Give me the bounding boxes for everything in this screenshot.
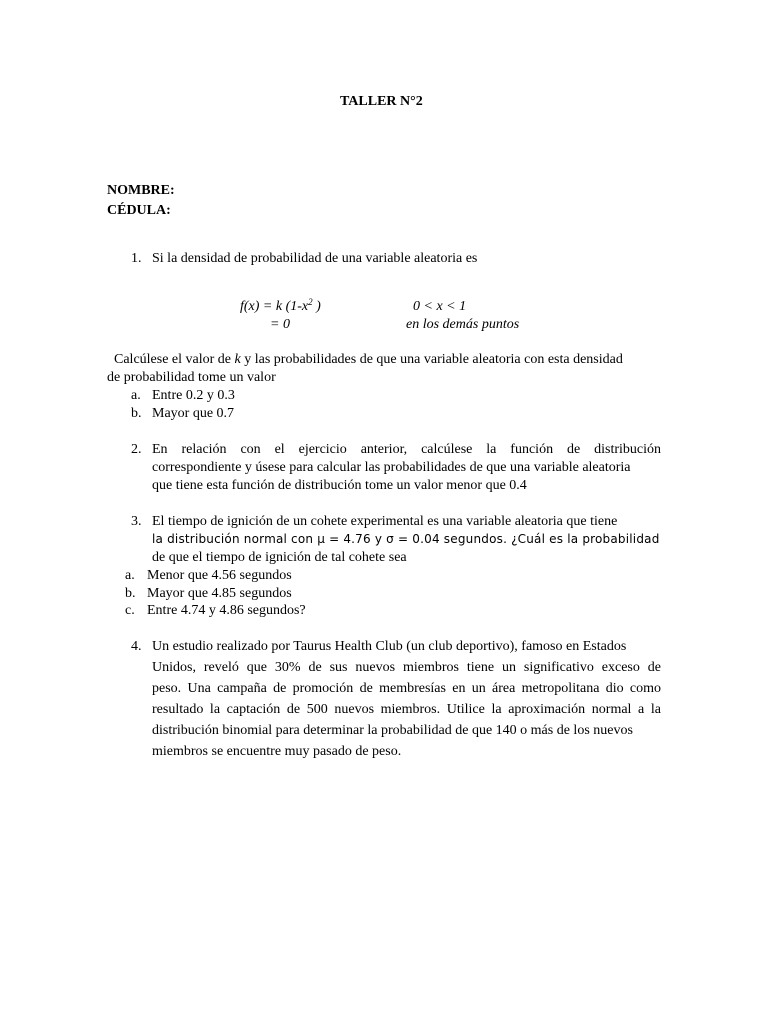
- q4-line-3: peso. Una campaña de promoción de membresías en un área metropolitana dio como: [152, 681, 661, 696]
- q2-line-1: En relación con el ejercicio anterior, calcúlese la función de distribución: [152, 442, 661, 457]
- q1-formula-fx: f(x) = k ($1-x^2$ ): [240, 297, 321, 314]
- cedula-label: CÉDULA:: [107, 203, 171, 218]
- q4-line-4: resultado la captación de 500 nuevos miembros. Utilice la aproximación normal a la: [152, 702, 661, 717]
- q1-formula-cond2: en los demás puntos: [406, 317, 520, 332]
- q2-number: 2.: [131, 442, 142, 457]
- q3-number: 3.: [131, 514, 142, 529]
- q1-formula-cond1: 0 < x < 1: [413, 299, 467, 314]
- q2-line-3: que tiene esta función de distribución tome un valor menor que 0.4: [152, 478, 527, 493]
- q1-item-a: Entre 0.2 y 0.3: [152, 388, 235, 403]
- q4-line-2: Unidos, reveló que 30% de sus nuevos miembros tiene un significativo exceso de: [152, 660, 661, 675]
- q3-line-1: El tiempo de ignición de un cohete experimental es una variable aleatoria que tiene: [152, 514, 618, 529]
- q3-item-a-letter: a.: [125, 568, 135, 583]
- q3-item-a: Menor que 4.56 segundos: [147, 568, 292, 583]
- q1-item-b-letter: b.: [131, 406, 142, 421]
- q1-formula-zero: = 0: [270, 317, 290, 332]
- q3-item-b: Mayor que 4.85 segundos: [147, 586, 292, 601]
- q1-item-b: Mayor que 0.7: [152, 406, 235, 421]
- q4-line-1: Un estudio realizado por Taurus Health Club (un club deportivo), famoso en Estados: [152, 639, 627, 654]
- q4-line-5: distribución binomial para determinar la probabilidad de que 140 o más de los nuevos: [152, 723, 633, 738]
- q1-prompt-line1: Calcúlese el valor de k y las probabilidades de que una variable aleatoria con esta densidad: [114, 352, 623, 367]
- q3-item-c-letter: c.: [125, 603, 135, 618]
- q1-number: 1.: [131, 251, 142, 266]
- q1-item-a-letter: a.: [131, 388, 141, 403]
- q4-line-6: miembros se encuentre muy pasado de peso.: [152, 744, 402, 759]
- q1-text: Si la densidad de probabilidad de una variable aleatoria es: [152, 251, 478, 266]
- q3-line-3: de que el tiempo de ignición de tal cohete sea: [152, 550, 407, 565]
- q2-line-2: correspondiente y úsese para calcular las probabilidades de que una variable aleatoria: [152, 460, 631, 475]
- q3-item-b-letter: b.: [125, 586, 136, 601]
- page-title: TALLER N°2: [340, 94, 423, 109]
- q4-number: 4.: [131, 639, 142, 654]
- q3-line-2: la distribución normal con μ = 4.76 y σ = 0.04 segundos. ¿Cuál es la probabilidad: [152, 532, 660, 546]
- nombre-label: NOMBRE:: [107, 183, 175, 198]
- q1-prompt-line2: de probabilidad tome un valor: [107, 370, 276, 385]
- q3-item-c: Entre 4.74 y 4.86 segundos?: [147, 603, 306, 618]
